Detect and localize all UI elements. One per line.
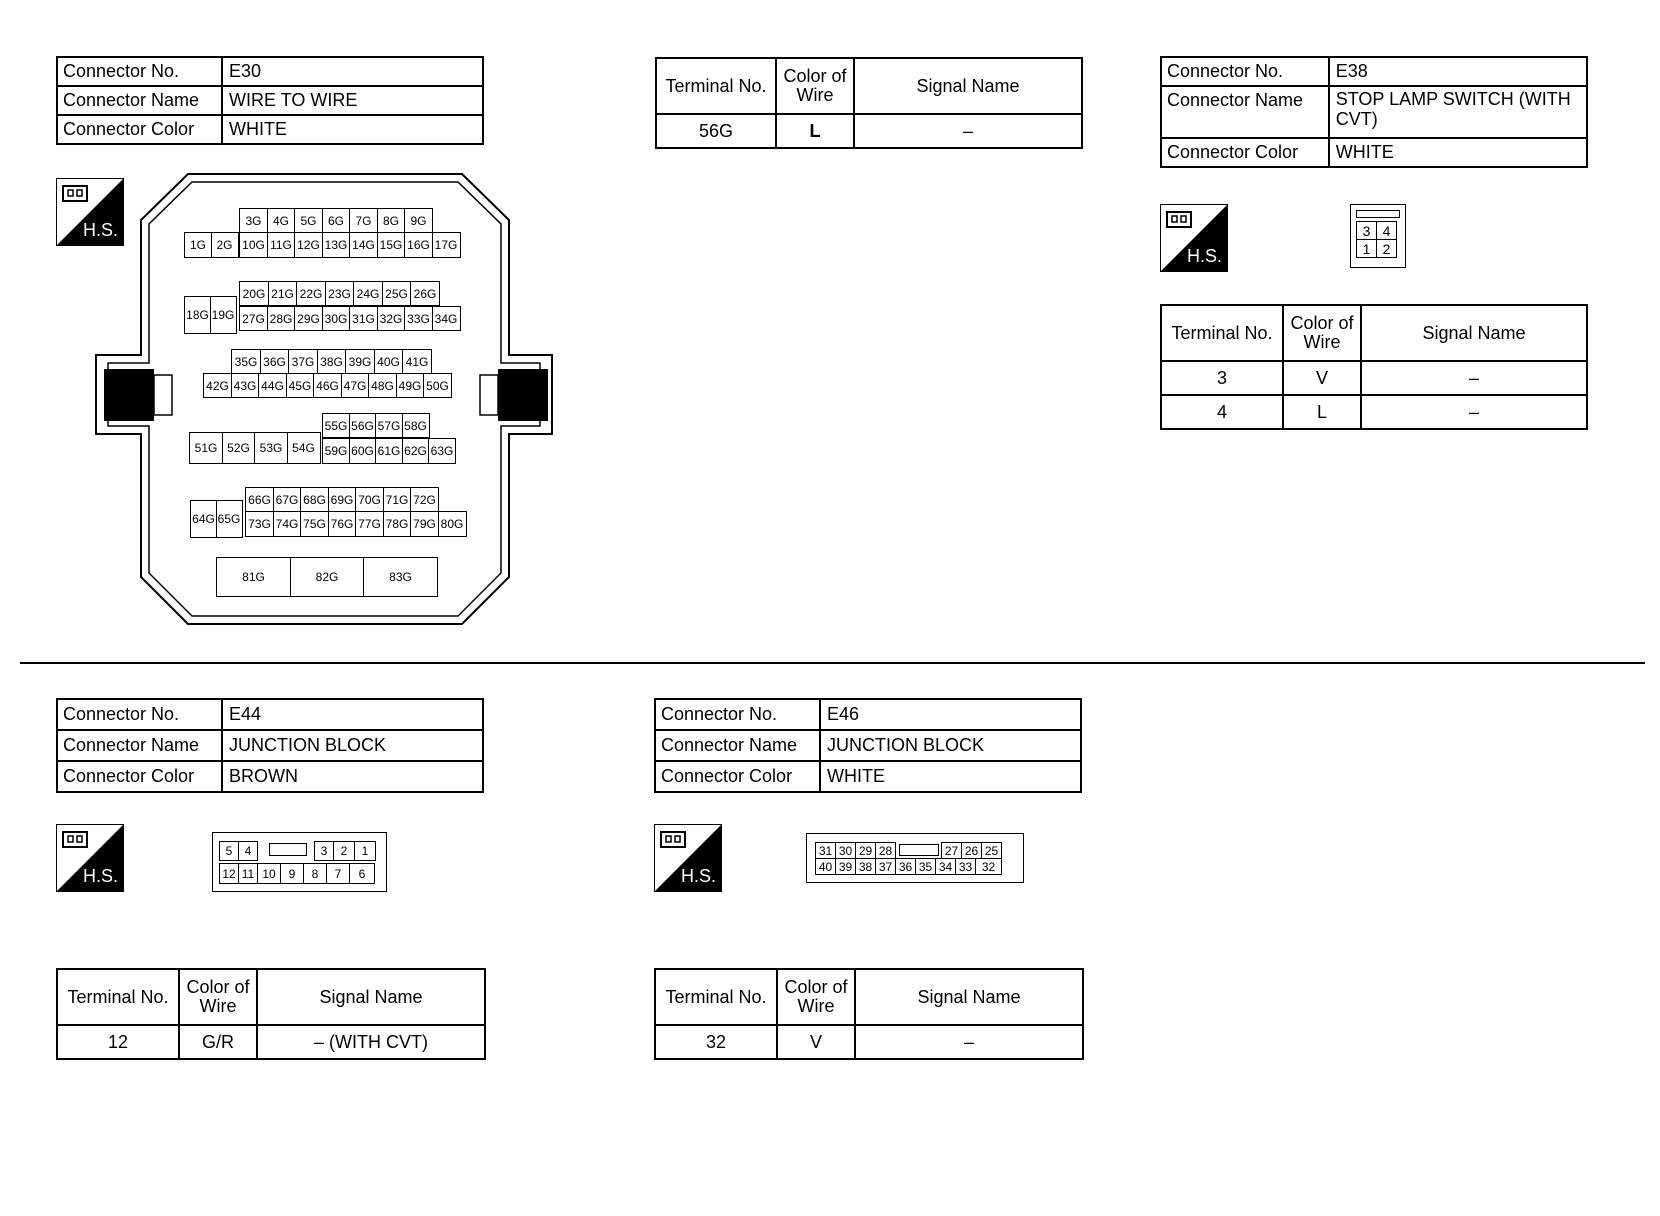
pin-7: 7 [326,863,350,884]
pin-17g: 17G [432,232,461,258]
pin-24g: 24G [353,281,383,306]
pin-1g: 1G [184,232,212,258]
pin-9g: 9G [404,208,433,233]
pin-30: 30 [835,842,856,859]
pin-48g: 48G [368,373,397,398]
pin-31g: 31G [349,306,378,331]
hs-label: H.S. [82,220,118,240]
pin-31: 31 [815,842,836,859]
connector-no-value: E46 [820,699,1081,730]
terminal-no-cell: 12 [57,1025,179,1059]
pin-21g: 21G [268,281,298,306]
pin-34g: 34G [432,306,461,331]
pin-37: 37 [875,858,896,875]
pin-19g: 19G [210,296,237,334]
pin-44g: 44G [258,373,287,398]
e30-terminal-table [655,57,1083,149]
e46-connector-face [806,833,1024,883]
e44-connector-face [212,832,387,892]
connector-name-label: Connector Name [655,730,820,761]
wire-color-header: Color of Wire [179,969,257,1025]
pin-71g: 71G [383,487,412,512]
wire-color-cell: L [776,114,854,148]
pin-2: 2 [1376,239,1397,258]
connector-no-label: Connector No. [57,699,222,730]
hs-icon [654,824,722,892]
pin-6: 6 [349,863,375,884]
pin-28: 28 [875,842,896,859]
e38-terminal-table [1160,304,1588,430]
pin-37g: 37G [288,349,318,374]
connector-name-value: WIRE TO WIRE [222,86,483,115]
pin-36: 36 [895,858,916,875]
pin-40: 40 [815,858,836,875]
pin-76g: 76G [328,511,357,537]
terminal-no-cell: 56G [656,114,776,148]
signal-name-cell: – [854,114,1082,148]
pin-39g: 39G [345,349,375,374]
hs-label: H.S. [680,866,716,886]
pin-81g: 81G [216,557,291,597]
pin-58g: 58G [402,413,430,438]
pin-59g: 59G [322,438,350,464]
connector-color-value: BROWN [222,761,483,792]
pin-26: 26 [961,842,982,859]
signal-name-cell: – (WITH CVT) [257,1025,485,1059]
pin-38: 38 [855,858,876,875]
pin-12g: 12G [294,232,323,258]
pin-2g: 2G [211,232,239,258]
pin-80g: 80G [438,511,467,537]
connector-name-value: STOP LAMP SWITCH (WITH CVT) [1329,86,1587,138]
connector-plug-icon [1165,209,1195,231]
wire-color-header: Color of Wire [777,969,855,1025]
signal-name-header: Signal Name [854,58,1082,114]
connector-name-label: Connector Name [57,730,222,761]
connector-plug-icon [61,183,91,205]
pin-22g: 22G [296,281,326,306]
pin-4: 4 [1376,221,1397,240]
section-divider [20,662,1645,664]
connector-name-value: JUNCTION BLOCK [820,730,1081,761]
pin-23g: 23G [325,281,355,306]
e44-terminal-table [56,968,486,1060]
connector-name-value: JUNCTION BLOCK [222,730,483,761]
hs-label: H.S. [82,866,118,886]
pin-79g: 79G [410,511,439,537]
connector-color-label: Connector Color [655,761,820,792]
hs-label: H.S. [1186,246,1222,266]
terminal-no-header: Terminal No. [655,969,777,1025]
terminal-no-cell: 3 [1161,361,1283,395]
pin-2: 2 [333,841,355,861]
pin-41g: 41G [402,349,432,374]
signal-name-header: Signal Name [855,969,1083,1025]
connector-name-label: Connector Name [57,86,222,115]
terminal-no-header: Terminal No. [1161,305,1283,361]
e46-info-table [654,698,1082,793]
connector-no-value: E30 [222,57,483,86]
wire-color-header: Color of Wire [776,58,854,114]
pin-52g: 52G [222,432,256,464]
connector-color-label: Connector Color [57,115,222,144]
pin-3: 3 [314,841,334,861]
pin-25g: 25G [382,281,412,306]
pin-13g: 13G [322,232,351,258]
wire-color-header: Color of Wire [1283,305,1361,361]
pin-45g: 45G [286,373,315,398]
pin-55g: 55G [322,413,350,438]
pin-63g: 63G [428,438,456,464]
signal-name-cell: – [1361,395,1587,429]
pin-27: 27 [941,842,962,859]
pin-33: 33 [955,858,976,875]
signal-name-header: Signal Name [257,969,485,1025]
connector-name-label: Connector Name [1161,86,1329,138]
connector-plug-icon [61,829,91,851]
e30-info-table [56,56,484,145]
pin-1: 1 [354,841,376,861]
key-slot [899,844,939,856]
pin-34: 34 [935,858,956,875]
pin-11g: 11G [267,232,296,258]
pin-53g: 53G [254,432,288,464]
pin-10: 10 [257,863,281,884]
pin-67g: 67G [273,487,302,512]
pin-5: 5 [219,841,239,861]
pin-51g: 51G [189,432,223,464]
pin-29: 29 [855,842,876,859]
pin-10g: 10G [239,232,268,258]
pin-75g: 75G [300,511,329,537]
hs-icon [56,824,124,892]
pin-82g: 82G [290,557,365,597]
signal-name-cell: – [855,1025,1083,1059]
pin-64g: 64G [190,500,217,538]
pin-32g: 32G [377,306,406,331]
connector-no-label: Connector No. [1161,57,1329,86]
terminal-no-header: Terminal No. [656,58,776,114]
wire-color-cell: L [1283,395,1361,429]
pin-68g: 68G [300,487,329,512]
signal-name-cell: – [1361,361,1587,395]
pin-77g: 77G [355,511,384,537]
hs-icon [1160,204,1228,272]
pin-27g: 27G [239,306,268,331]
pin-39: 39 [835,858,856,875]
pin-16g: 16G [404,232,433,258]
pin-3: 3 [1356,221,1377,240]
connector-color-value: WHITE [222,115,483,144]
e46-terminal-table [654,968,1084,1060]
pin-69g: 69G [328,487,357,512]
pin-28g: 28G [267,306,296,331]
e38-info-table [1160,56,1588,168]
pin-20g: 20G [239,281,269,306]
pin-66g: 66G [245,487,274,512]
wire-color-cell: V [777,1025,855,1059]
pin-47g: 47G [341,373,370,398]
pin-72g: 72G [410,487,439,512]
wire-color-cell: G/R [179,1025,257,1059]
pin-73g: 73G [245,511,274,537]
pin-18g: 18G [184,296,211,334]
connector-color-value: WHITE [1329,138,1587,167]
pin-25: 25 [981,842,1002,859]
pin-8: 8 [303,863,327,884]
pin-78g: 78G [383,511,412,537]
key-slot [269,843,307,856]
pin-12: 12 [219,863,239,884]
e44-info-table [56,698,484,793]
connector-color-label: Connector Color [57,761,222,792]
pin-62g: 62G [402,438,430,464]
pin-57g: 57G [375,413,403,438]
pin-32: 32 [975,858,1002,875]
pin-54g: 54G [287,432,321,464]
pin-83g: 83G [363,557,438,597]
pin-74g: 74G [273,511,302,537]
pin-1: 1 [1356,239,1377,258]
pin-11: 11 [238,863,258,884]
pin-46g: 46G [313,373,342,398]
pin-70g: 70G [355,487,384,512]
connector-no-label: Connector No. [655,699,820,730]
pin-42g: 42G [203,373,232,398]
pin-8g: 8G [377,208,406,233]
pin-43g: 43G [231,373,260,398]
pin-29g: 29G [294,306,323,331]
pin-5g: 5G [294,208,323,233]
terminal-no-header: Terminal No. [57,969,179,1025]
pin-6g: 6G [322,208,351,233]
connector-no-value: E38 [1329,57,1587,86]
connector-plug-icon [659,829,689,851]
terminal-no-cell: 32 [655,1025,777,1059]
pin-65g: 65G [216,500,243,538]
pin-50g: 50G [423,373,452,398]
pin-30g: 30G [322,306,351,331]
pin-49g: 49G [396,373,425,398]
pin-4g: 4G [267,208,296,233]
connector-no-label: Connector No. [57,57,222,86]
pin-7g: 7G [349,208,378,233]
terminal-no-cell: 4 [1161,395,1283,429]
pin-4: 4 [238,841,258,861]
pin-60g: 60G [349,438,377,464]
wire-color-cell: V [1283,361,1361,395]
pin-40g: 40G [374,349,404,374]
connector-no-value: E44 [222,699,483,730]
connector-color-label: Connector Color [1161,138,1329,167]
pin-35g: 35G [231,349,261,374]
pin-14g: 14G [349,232,378,258]
pin-9: 9 [280,863,304,884]
signal-name-header: Signal Name [1361,305,1587,361]
e38-connector-face [1350,204,1406,268]
pin-61g: 61G [375,438,403,464]
pin-35: 35 [915,858,936,875]
pin-38g: 38G [317,349,347,374]
pin-36g: 36G [260,349,290,374]
pin-15g: 15G [377,232,406,258]
connector-color-value: WHITE [820,761,1081,792]
pin-56g: 56G [349,413,377,438]
pin-3g: 3G [239,208,268,233]
pin-33g: 33G [404,306,433,331]
pin-26g: 26G [410,281,440,306]
